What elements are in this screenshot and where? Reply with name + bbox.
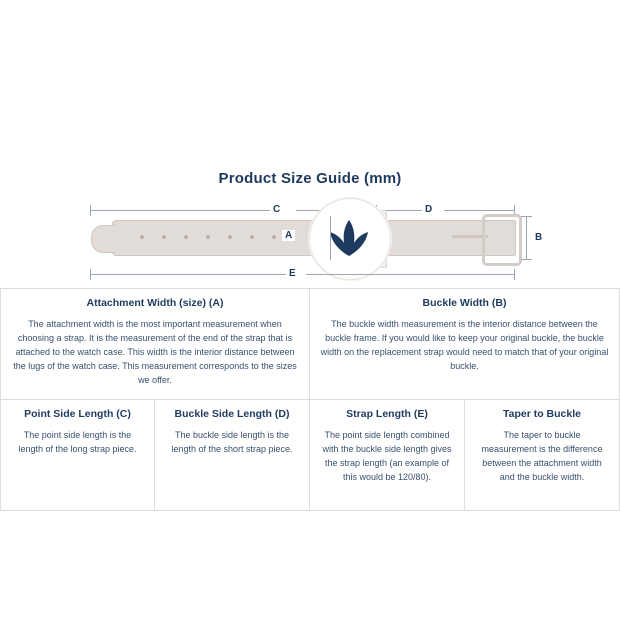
label-d: D bbox=[422, 204, 435, 215]
strap-hole bbox=[250, 235, 254, 239]
cell-body: The taper to buckle measurement is the difference between the attachment width and the buckle width. bbox=[481, 430, 603, 482]
tick-e-right bbox=[514, 269, 515, 280]
strap-hole bbox=[206, 235, 210, 239]
cell-point-side-length bbox=[0, 400, 155, 510]
cell-strap-length bbox=[310, 400, 465, 510]
cell-body: The attachment width is the most important measurement when choosing a strap. It is the measurement of the end of the strap that is attached to the watch case. This width is the interior distance between the lugs of the watch case. This measurement corresponds to the sizes we offer. bbox=[13, 319, 297, 385]
tick-b-bottom bbox=[521, 259, 532, 260]
label-a: A bbox=[282, 230, 295, 241]
label-e: E bbox=[286, 268, 299, 279]
measure-line-d-2 bbox=[444, 210, 514, 211]
page-title: Product Size Guide (mm) bbox=[218, 170, 402, 187]
strap-hole bbox=[184, 235, 188, 239]
measure-line-c bbox=[90, 210, 270, 211]
size-guide-table bbox=[0, 288, 620, 511]
tick-e-left bbox=[90, 269, 91, 280]
cell-body: The point side length combined with the buckle side length gives the strap length (an example of this would be 120/80). bbox=[322, 430, 452, 482]
tick-b-top bbox=[521, 216, 532, 217]
cell-header: Point Side Length (C) bbox=[24, 408, 131, 420]
cell-taper-to-buckle bbox=[465, 400, 620, 510]
tick-c-left bbox=[90, 205, 91, 216]
strap-hole bbox=[272, 235, 276, 239]
cell-buckle-width bbox=[310, 289, 620, 399]
cell-body: The point side length is the length of the long strap piece. bbox=[18, 430, 137, 454]
label-b: B bbox=[532, 232, 545, 243]
cell-body: The buckle width measurement is the interior distance between the buckle frame. If you would like to keep your original buckle, the buckle width on the replacement strap would need to match that of your original buckle. bbox=[320, 319, 609, 371]
cell-attachment-width bbox=[0, 289, 310, 399]
measure-line-a bbox=[330, 216, 331, 260]
strap-hole bbox=[228, 235, 232, 239]
cell-header: Buckle Side Length (D) bbox=[174, 408, 290, 420]
measure-line-e-2 bbox=[306, 274, 514, 275]
cell-header: Strap Length (E) bbox=[346, 408, 428, 420]
buckle-frame bbox=[482, 214, 522, 266]
cell-buckle-side-length bbox=[155, 400, 310, 510]
strap-hole bbox=[162, 235, 166, 239]
cell-header: Buckle Width (B) bbox=[422, 297, 507, 309]
cell-body: The buckle side length is the length of the short strap piece. bbox=[171, 430, 293, 454]
strap-diagram bbox=[84, 192, 543, 288]
table-row bbox=[0, 289, 620, 400]
lotus-logo-icon bbox=[328, 218, 370, 258]
table-row bbox=[0, 400, 620, 510]
strap-hole bbox=[140, 235, 144, 239]
cell-header: Attachment Width (size) (A) bbox=[86, 297, 224, 309]
measure-line-e bbox=[90, 274, 286, 275]
cell-header: Taper to Buckle bbox=[503, 408, 581, 420]
strap-holes bbox=[140, 235, 300, 240]
label-c: C bbox=[270, 204, 283, 215]
measure-line-b bbox=[526, 216, 527, 260]
